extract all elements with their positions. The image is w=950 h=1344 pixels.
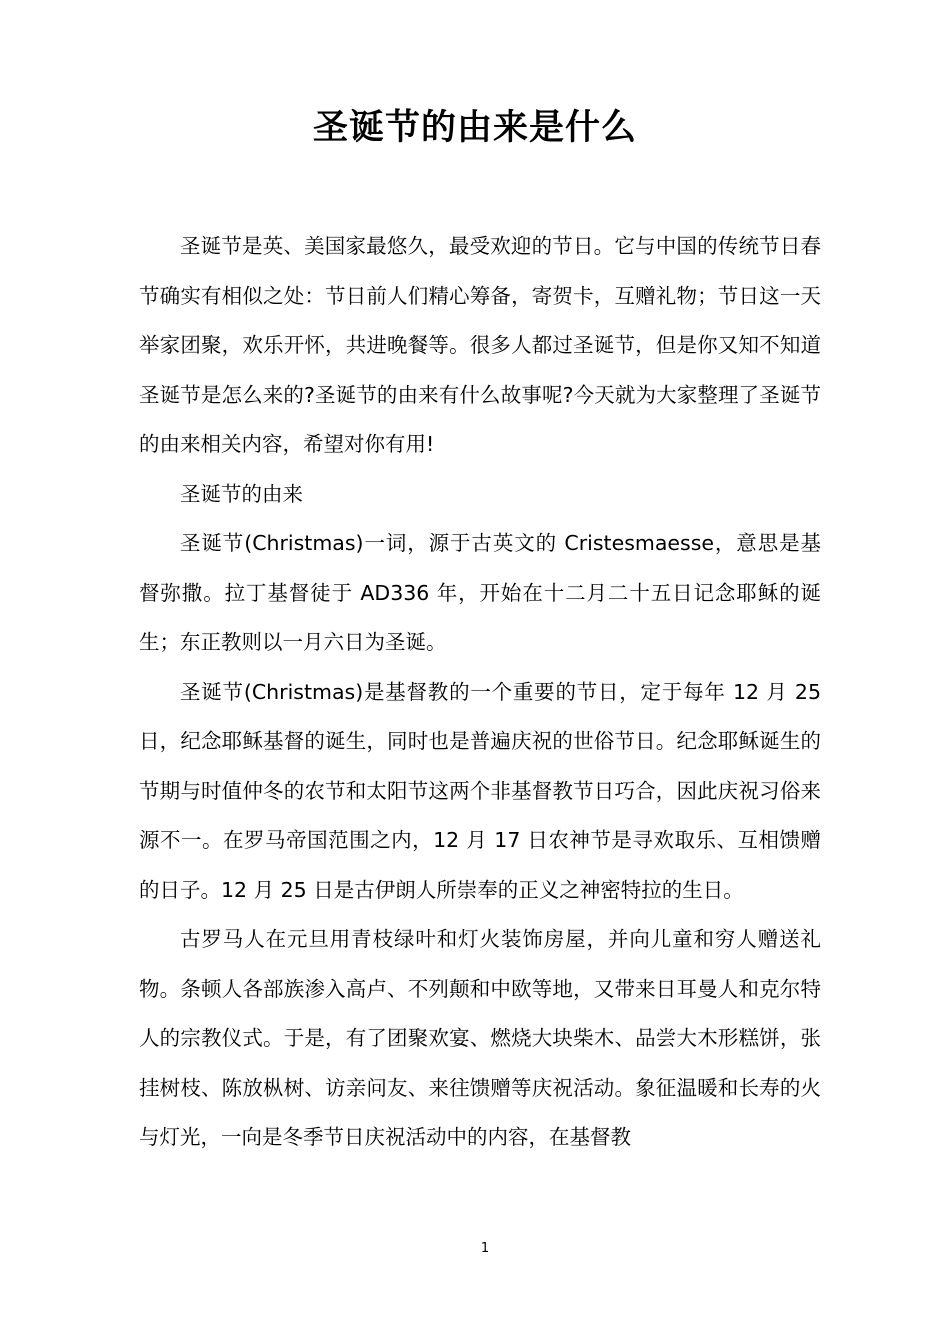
paragraph-etymology: 圣诞节(Christmas)一词，源于古英文的 Cristesmaesse，意思是基督弥撒。拉丁基督徒于 AD336 年，开始在十二月二十五日记念耶稣的诞生；东正教则以一月六日为圣诞。 [139, 531, 821, 654]
paragraph-customs: 古罗马人在元旦用青枝绿叶和灯火装饰房屋，并向儿童和穷人赠送礼物。条顿人各部族渗入高卢、不列颠和中欧等地，又带来日耳曼人和克尔特人的宗教仪式。于是，有了团聚欢宴、燃烧大块柴木、品尝大木形糕饼，张挂树枝、陈放枞树、访亲问友、来往馈赠等庆祝活动。象征温暖和长寿的火与灯光，一向是冬季节日庆祝活动中的内容，在基督教 [139, 927, 821, 1149]
paragraph-intro: 圣诞节是英、美国家最悠久，最受欢迎的节日。它与中国的传统节日春节确实有相似之处：节日前人们精心筹备，寄贺卡，互赠礼物；节日这一天举家团聚，欢乐开怀，共进晚餐等。很多人都过圣诞节，但是你又知不知道圣诞节是怎么来的?圣诞节的由来有什么故事呢?今天就为大家整理了圣诞节的由来相关内容，希望对你有用! [139, 234, 821, 456]
section-heading: 圣诞节的由来 [180, 481, 303, 506]
paragraph-date: 圣诞节(Christmas)是基督教的一个重要的节日，定于每年 12 月 25 日，纪念耶稣基督的诞生，同时也是普遍庆祝的世俗节日。纪念耶稣诞生的节期与时值仲冬的农节和太阳节这两个非基督教节日巧合，因此庆祝习俗来源不一。在罗马帝国范围之内，12 月 17 日农神节是寻欢取乐、互相馈赠的日子。12 月 25 日是古伊朗人所崇奉的正义之神密特拉的生日。 [139, 679, 821, 902]
page-number: 1 [480, 1241, 490, 1256]
document-title: 圣诞节的由来是什么 [312, 108, 637, 148]
document-body [139, 222, 821, 1163]
